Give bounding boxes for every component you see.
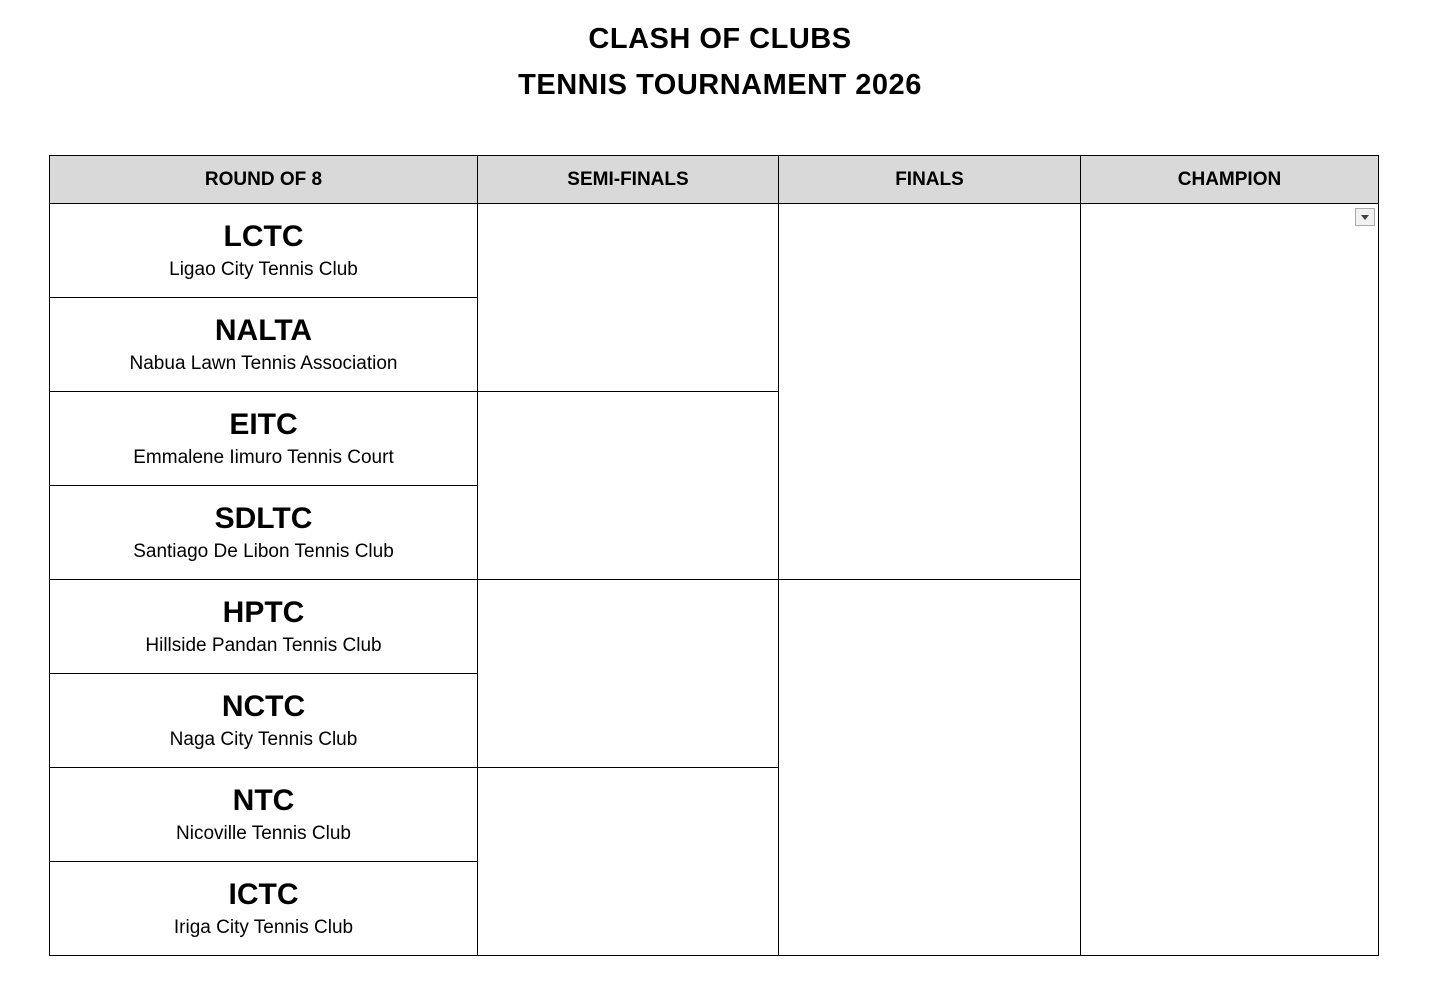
- team-name: Hillside Pandan Tennis Club: [145, 634, 382, 656]
- semifinal-slot-3[interactable]: [478, 580, 779, 768]
- team-cell-eitc[interactable]: [50, 392, 478, 486]
- final-slot-1[interactable]: [779, 204, 1081, 580]
- column-header-finals: FINALS: [779, 156, 1081, 204]
- team-name: Nabua Lawn Tennis Association: [129, 352, 398, 374]
- bracket-table: [49, 155, 1379, 956]
- semifinal-slot-4[interactable]: [478, 768, 779, 956]
- title-line-1: CLASH OF CLUBS: [588, 23, 852, 55]
- team-acronym: SDLTC: [214, 501, 313, 535]
- team-name: Naga City Tennis Club: [169, 728, 358, 750]
- page-title: [0, 16, 1440, 108]
- team-cell-nctc[interactable]: [50, 674, 478, 768]
- dropdown-arrow-icon[interactable]: [1355, 208, 1375, 226]
- team-acronym: NALTA: [214, 313, 313, 347]
- team-acronym: NTC: [232, 783, 295, 817]
- team-acronym: NCTC: [221, 689, 306, 723]
- team-name: Ligao City Tennis Club: [169, 258, 358, 280]
- team-name: Iriga City Tennis Club: [173, 916, 354, 938]
- team-name: Nicoville Tennis Club: [176, 822, 351, 844]
- team-cell-nalta[interactable]: [50, 298, 478, 392]
- team-cell-hptc[interactable]: [50, 580, 478, 674]
- column-header-champion: CHAMPION: [1081, 156, 1379, 204]
- team-acronym: HPTC: [222, 595, 305, 629]
- team-cell-lctc[interactable]: [50, 204, 478, 298]
- column-header-semi-finals: SEMI-FINALS: [478, 156, 779, 204]
- team-name: Santiago De Libon Tennis Club: [133, 540, 394, 562]
- column-header-round-of-8: ROUND OF 8: [50, 156, 478, 204]
- team-acronym: LCTC: [223, 219, 304, 253]
- champion-slot[interactable]: [1081, 204, 1379, 956]
- dropdown-triangle: [1361, 215, 1369, 220]
- title-line-2: TENNIS TOURNAMENT 2026: [518, 69, 922, 101]
- team-cell-ictc[interactable]: [50, 862, 478, 956]
- semifinal-slot-2[interactable]: [478, 392, 779, 580]
- final-slot-2[interactable]: [779, 580, 1081, 956]
- team-cell-sdltc[interactable]: [50, 486, 478, 580]
- semifinal-slot-1[interactable]: [478, 204, 779, 392]
- team-name: Emmalene Iimuro Tennis Court: [133, 446, 394, 468]
- team-acronym: ICTC: [228, 877, 299, 911]
- team-cell-ntc[interactable]: [50, 768, 478, 862]
- team-acronym: EITC: [229, 407, 298, 441]
